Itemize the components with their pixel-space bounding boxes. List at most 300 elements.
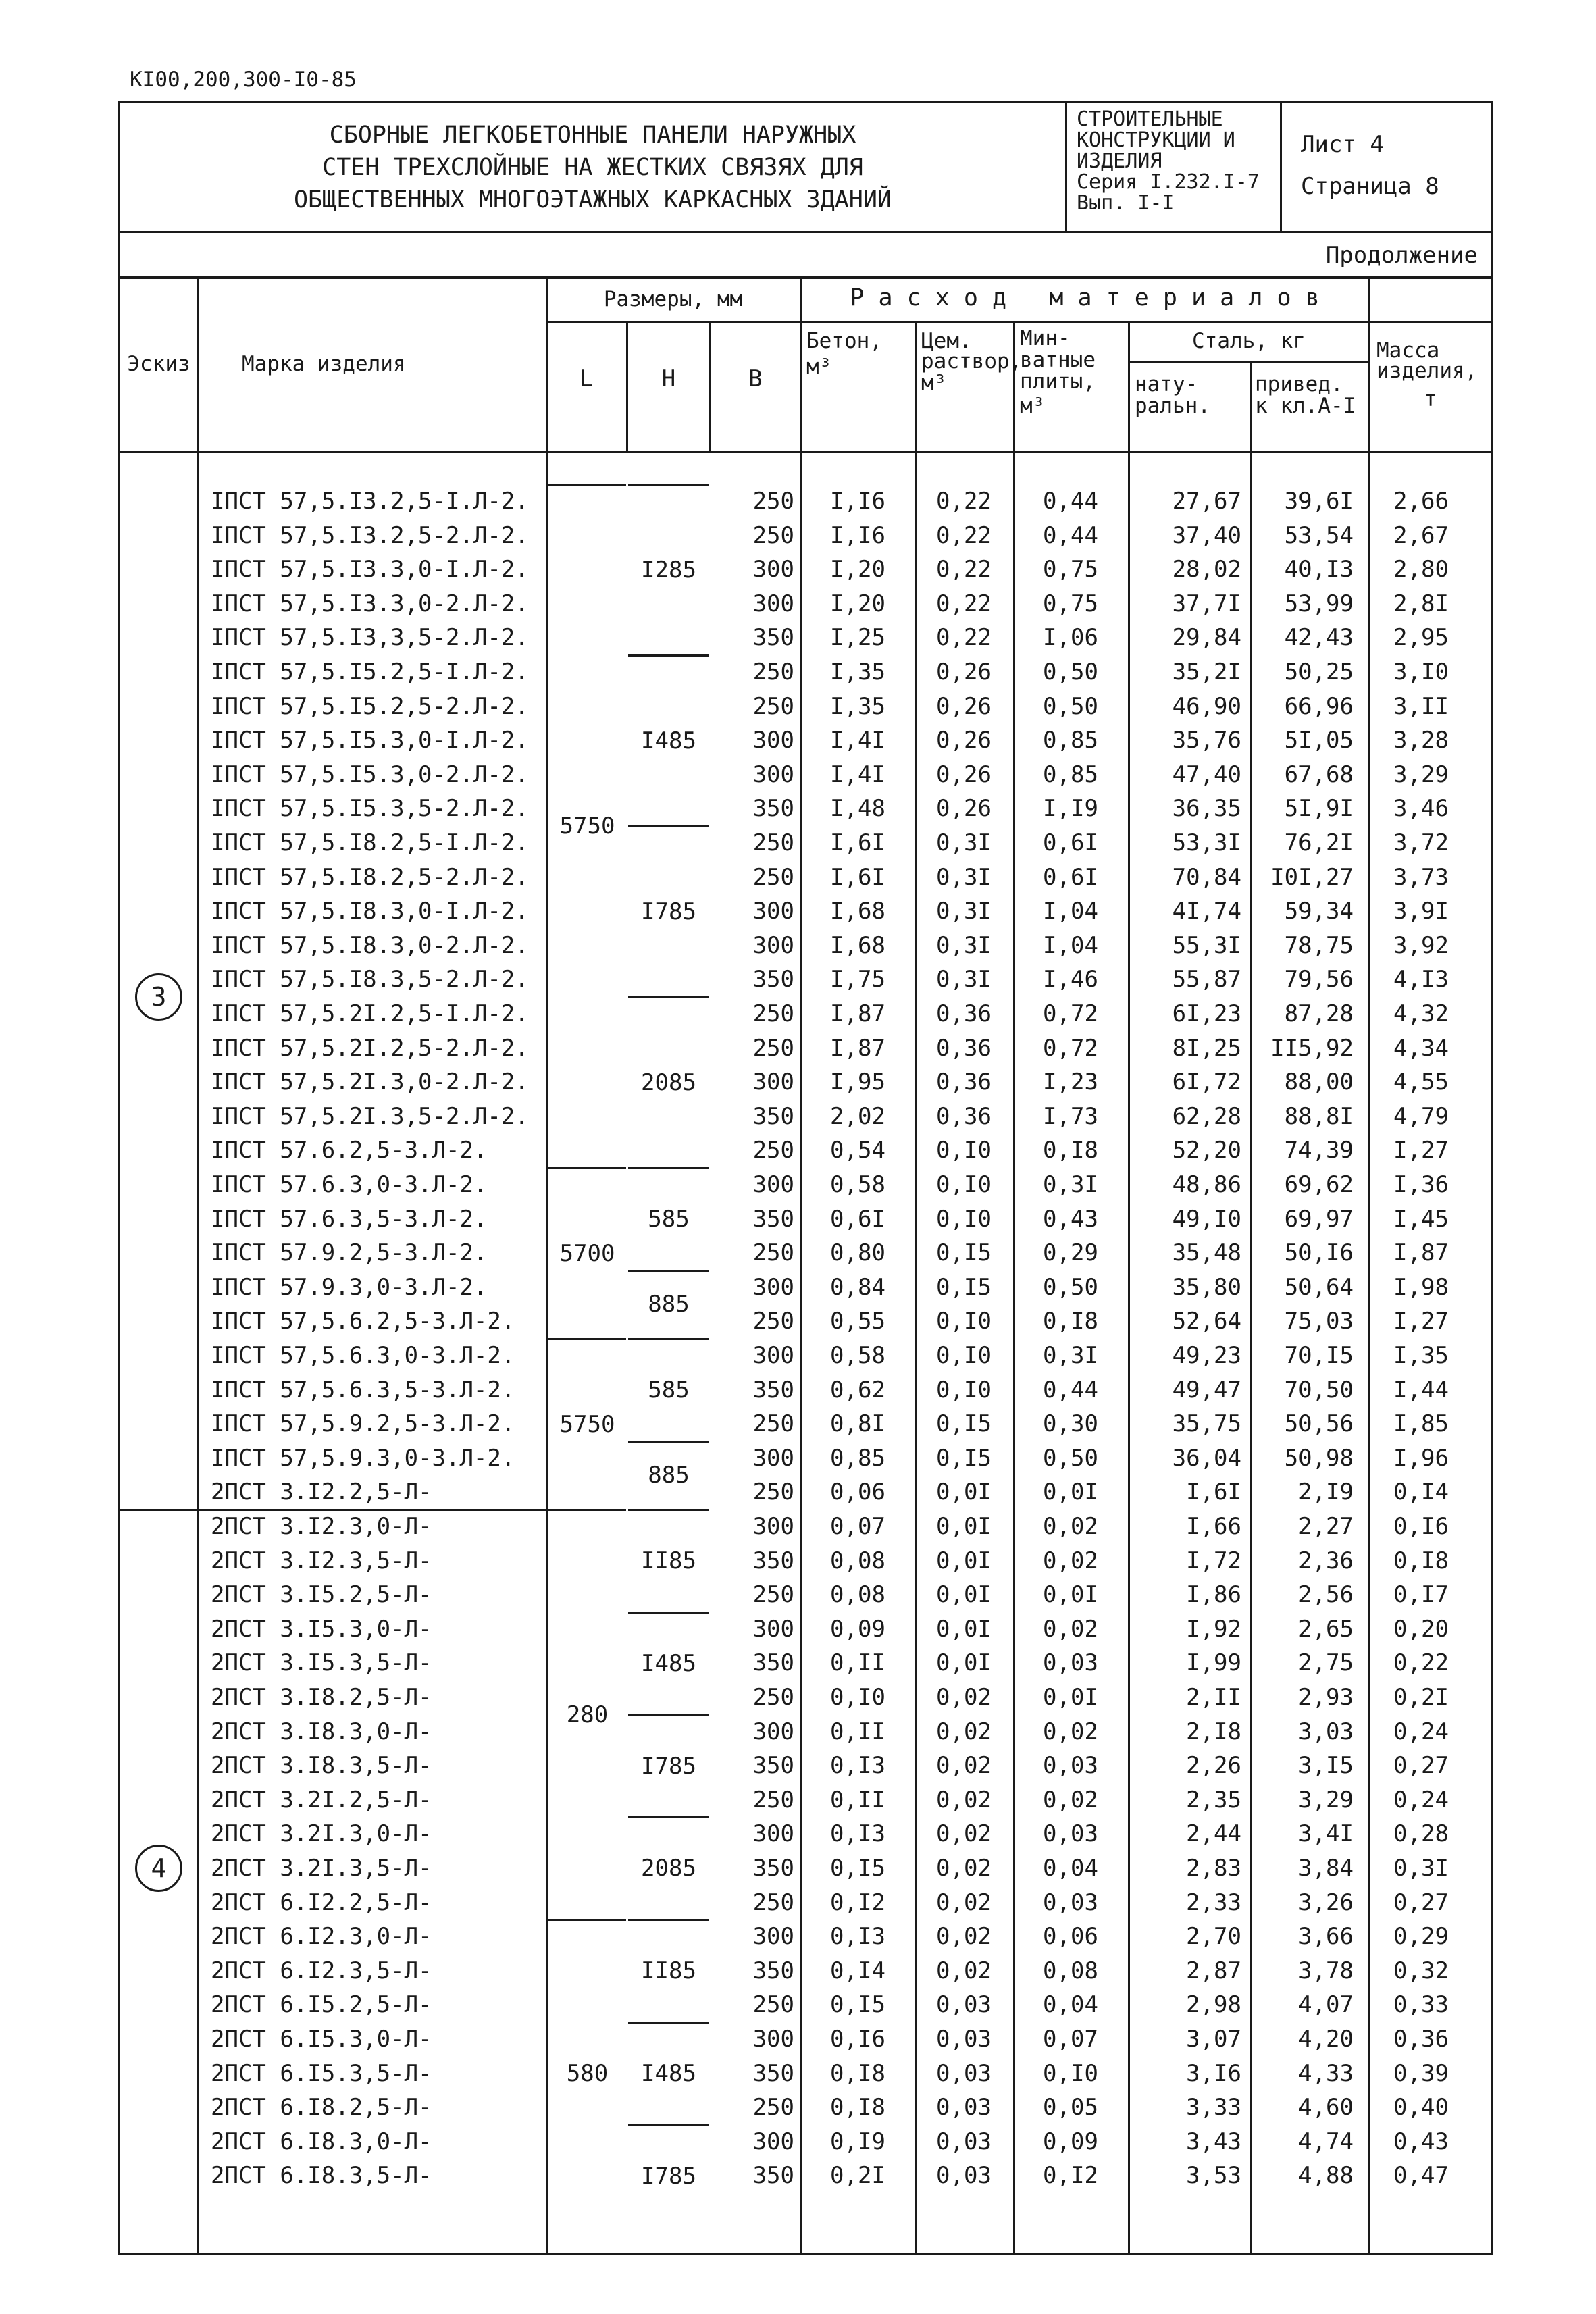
cell-cement: 0,03 [936, 2128, 992, 2155]
cell-mineral: I,I9 [1043, 795, 1098, 823]
cell-cement: 0,26 [936, 761, 992, 788]
cell-mark: 2ПСТ 6.I5.3,0-Л- [211, 2026, 432, 2053]
cell-mineral: 0,6I [1043, 829, 1098, 856]
cell-concrete: I,68 [830, 931, 885, 959]
cell-mineral: 0,03 [1043, 1752, 1098, 1780]
cell-B: 250 [752, 2094, 794, 2122]
cell-concrete: 0,09 [830, 1615, 885, 1643]
cell-steel-reduced: 2,27 [1298, 1513, 1354, 1540]
cell-mineral: 0,0I [1043, 1684, 1098, 1711]
cell-mass: I,35 [1393, 1342, 1449, 1369]
cell-B: 300 [752, 2026, 794, 2053]
cell-steel-reduced: 2,65 [1298, 1615, 1354, 1643]
cell-mass: 3,28 [1393, 727, 1449, 754]
cell-steel-natural: 28,02 [1172, 556, 1241, 584]
sketch-number-badge: 4 [135, 1845, 182, 1892]
cell-L: 580 [566, 2059, 609, 2087]
cell-mark: IПСТ 57.6.3,0-3.Л-2. [211, 1171, 488, 1198]
cell-steel-natural: 27,67 [1172, 488, 1241, 515]
cell-steel-reduced: 3,66 [1298, 1923, 1354, 1951]
cell-steel-natural: I,99 [1186, 1649, 1241, 1677]
cell-concrete: 0,80 [830, 1239, 885, 1267]
header-cement-2: раствор, [921, 349, 1023, 374]
cell-steel-reduced: 59,34 [1284, 898, 1354, 925]
series-block [1067, 103, 1282, 231]
cell-B: 350 [752, 1376, 794, 1404]
cell-mass: 0,28 [1393, 1820, 1449, 1848]
cell-mineral: 0,50 [1043, 692, 1098, 720]
cell-mineral: 0,03 [1043, 1649, 1098, 1677]
header-mass-2: изделия, [1376, 359, 1478, 383]
cell-steel-natural: 3,43 [1186, 2128, 1241, 2155]
group-line [548, 484, 626, 486]
cell-B: 250 [752, 1479, 794, 1506]
cell-mass: 4,55 [1393, 1069, 1449, 1096]
cell-H: II85 [641, 1957, 696, 1985]
cell-steel-reduced: II5,92 [1270, 1034, 1354, 1062]
cell-concrete: 0,I3 [830, 1752, 885, 1780]
cell-concrete: 0,I6 [830, 2026, 885, 2053]
cell-B: 350 [752, 1752, 794, 1780]
cell-B: 350 [752, 1957, 794, 1984]
cell-mass: I,87 [1393, 1239, 1449, 1267]
cell-B: 300 [752, 931, 794, 959]
cell-H: I285 [641, 556, 696, 584]
cell-concrete: 0,54 [830, 1137, 885, 1164]
cell-steel-reduced: 3,03 [1298, 1718, 1354, 1745]
cell-steel-natural: 2,II [1186, 1684, 1241, 1711]
cell-steel-natural: 48,86 [1172, 1171, 1241, 1198]
cell-mass: 0,2I [1393, 1684, 1449, 1711]
cell-cement: 0,0I [936, 1615, 992, 1643]
cell-mark: 2ПСТ 3.I8.2,5-Л- [211, 1684, 432, 1711]
cell-concrete: 0,07 [830, 1513, 885, 1540]
cell-cement: 0,02 [936, 1855, 992, 1882]
cell-concrete: 0,08 [830, 1547, 885, 1574]
cell-mass: I,44 [1393, 1376, 1449, 1404]
cell-concrete: 0,II [830, 1718, 885, 1745]
cell-mass: 0,24 [1393, 1786, 1449, 1814]
cell-B: 300 [752, 1513, 794, 1540]
cell-mass: 0,20 [1393, 1615, 1449, 1643]
cell-steel-natural: 49,I0 [1172, 1205, 1241, 1233]
cell-concrete: 0,85 [830, 1444, 885, 1472]
cell-cement: 0,02 [936, 1786, 992, 1814]
cell-steel-natural: 47,40 [1172, 761, 1241, 788]
cell-mass: 0,I4 [1393, 1479, 1449, 1506]
cell-H: 585 [648, 1205, 690, 1233]
cell-B: 300 [752, 1444, 794, 1472]
header-steel-natural: нату- [1135, 372, 1198, 396]
cell-cement: 0,36 [936, 1034, 992, 1062]
cell-mark: IПСТ 57,5.2I.3,0-2.Л-2. [211, 1069, 529, 1096]
cell-H: II85 [641, 1547, 696, 1574]
cell-cement: 0,02 [936, 1957, 992, 1984]
cell-steel-natural: 55,87 [1172, 966, 1241, 994]
cell-B: 250 [752, 1000, 794, 1027]
cell-steel-reduced: 2,I9 [1298, 1479, 1354, 1506]
cell-mass: 2,66 [1393, 488, 1449, 515]
cell-cement: 0,03 [936, 2026, 992, 2053]
cell-steel-reduced: 53,99 [1284, 590, 1354, 617]
cell-cement: 0,I5 [936, 1444, 992, 1472]
cell-concrete: 0,58 [830, 1342, 885, 1369]
cell-mineral: I,73 [1043, 1102, 1098, 1130]
header-sizes: Размеры, мм [603, 287, 743, 311]
header-mass: Масса [1376, 338, 1440, 363]
cell-mineral: 0,I0 [1043, 2059, 1098, 2087]
cell-mineral: 0,50 [1043, 1273, 1098, 1301]
cell-B: 300 [752, 761, 794, 788]
header-steel-reduced-2: к кл.А-I [1255, 394, 1356, 418]
cell-mark: IПСТ 57,5.I3.2,5-I.Л-2. [211, 488, 529, 515]
cell-cement: 0,0I [936, 1547, 992, 1574]
cell-mark: IПСТ 57,5.2I.3,5-2.Л-2. [211, 1102, 529, 1130]
cell-steel-natural: 8I,25 [1172, 1034, 1241, 1062]
header-mineral-3: плиты, [1020, 369, 1096, 394]
cell-steel-reduced: 5I,05 [1284, 727, 1354, 754]
cell-mark: IПСТ 57,5.I3.3,0-I.Л-2. [211, 556, 529, 584]
header-materials: Р а с х о д м а т е р и а л о в [850, 284, 1320, 311]
cell-steel-reduced: 87,28 [1284, 1000, 1354, 1027]
cell-concrete: I,4I [830, 727, 885, 754]
cell-concrete: 0,I4 [830, 1957, 885, 1984]
cell-steel-reduced: 88,00 [1284, 1069, 1354, 1096]
cell-steel-natural: 4I,74 [1172, 898, 1241, 925]
cell-steel-natural: 29,84 [1172, 624, 1241, 652]
cell-cement: 0,0I [936, 1479, 992, 1506]
cell-mark: 2ПСТ 3.2I.2,5-Л- [211, 1786, 432, 1814]
cell-steel-reduced: 67,68 [1284, 761, 1354, 788]
cell-steel-reduced: 3,84 [1298, 1855, 1354, 1882]
cell-cement: 0,02 [936, 1820, 992, 1848]
group-line [548, 1167, 626, 1169]
cell-cement: 0,03 [936, 2059, 992, 2087]
cell-cement: 0,03 [936, 1991, 992, 2019]
cell-steel-reduced: 4,07 [1298, 1991, 1354, 2019]
cell-steel-reduced: 50,56 [1284, 1410, 1354, 1438]
cell-B: 300 [752, 1718, 794, 1745]
group-line [628, 1816, 709, 1818]
cell-concrete: 0,55 [830, 1308, 885, 1335]
cell-mineral: 0,72 [1043, 1034, 1098, 1062]
cell-mineral: 0,44 [1043, 488, 1098, 515]
cell-mass: 3,92 [1393, 931, 1449, 959]
cell-mineral: I,04 [1043, 898, 1098, 925]
cell-H: 585 [648, 1376, 690, 1404]
cell-mass: 3,29 [1393, 761, 1449, 788]
cell-H: 2085 [641, 1855, 696, 1882]
cell-mineral: 0,02 [1043, 1718, 1098, 1745]
cell-B: 350 [752, 1547, 794, 1574]
cell-concrete: 0,I2 [830, 1888, 885, 1916]
cell-B: 250 [752, 1137, 794, 1164]
cell-mark: 2ПСТ 3.I8.3,0-Л- [211, 1718, 432, 1745]
cell-mineral: 0,75 [1043, 590, 1098, 617]
cell-mark: IПСТ 57,5.I8.3,5-2.Л-2. [211, 966, 529, 994]
cell-L: 280 [566, 1701, 609, 1728]
cell-steel-natural: 6I,23 [1172, 1000, 1241, 1027]
cell-B: 350 [752, 1205, 794, 1233]
cell-B: 250 [752, 1581, 794, 1609]
cell-L: 5750 [559, 813, 615, 840]
cell-cement: 0,3I [936, 863, 992, 891]
cell-cement: 0,03 [936, 2162, 992, 2190]
cell-steel-reduced: 4,88 [1298, 2162, 1354, 2190]
cell-steel-reduced: 50,25 [1284, 659, 1354, 686]
cell-mass: 3,73 [1393, 863, 1449, 891]
cell-mark: IПСТ 57,5.I8.2,5-2.Л-2. [211, 863, 529, 891]
series-line: КОНСТРУКЦИИ И [1077, 128, 1235, 152]
cell-B: 350 [752, 2162, 794, 2190]
cell-steel-natural: 2,87 [1186, 1957, 1241, 1984]
cell-cement: 0,02 [936, 1684, 992, 1711]
cell-mass: 0,24 [1393, 1718, 1449, 1745]
cell-steel-reduced: 74,39 [1284, 1137, 1354, 1164]
cell-steel-reduced: 50,98 [1284, 1444, 1354, 1472]
cell-steel-natural: I,86 [1186, 1581, 1241, 1609]
cell-mark: IПСТ 57,5.I3.3,0-2.Л-2. [211, 590, 529, 617]
cell-steel-natural: 35,76 [1172, 727, 1241, 754]
cell-L: 5750 [559, 1410, 615, 1438]
column-line [1368, 279, 1370, 2253]
cell-mineral: 0,03 [1043, 1820, 1098, 1848]
cell-steel-natural: 3,07 [1186, 2026, 1241, 2053]
cell-mineral: 0,09 [1043, 2128, 1098, 2155]
cell-steel-natural: 62,28 [1172, 1102, 1241, 1130]
cell-mineral: 0,30 [1043, 1410, 1098, 1438]
column-line [1013, 321, 1015, 2253]
cell-steel-natural: 35,75 [1172, 1410, 1241, 1438]
group-line [628, 1612, 709, 1614]
cell-mark: 2ПСТ 6.I2.3,0-Л- [211, 1923, 432, 1951]
cell-mark: IПСТ 57,5.I8.3,0-I.Л-2. [211, 898, 529, 925]
cell-mass: 0,32 [1393, 1957, 1449, 1984]
cell-steel-natural: I,6I [1186, 1479, 1241, 1506]
cell-mark: 2ПСТ 3.I5.3,5-Л- [211, 1649, 432, 1677]
cell-mark: IПСТ 57,5.I5.2,5-I.Л-2. [211, 659, 529, 686]
cell-concrete: 0,I5 [830, 1991, 885, 2019]
cell-mark: 2ПСТ 6.I2.3,5-Л- [211, 1957, 432, 1984]
cell-steel-reduced: 5I,9I [1284, 795, 1354, 823]
cell-concrete: I,20 [830, 556, 885, 584]
cell-mark: IПСТ 57,5.I5.3,5-2.Л-2. [211, 795, 529, 823]
group-line [548, 1919, 626, 1921]
cell-mass: 2,8I [1393, 590, 1449, 617]
cell-concrete: I,I6 [830, 488, 885, 515]
cell-B: 350 [752, 966, 794, 994]
group-line [628, 2124, 709, 2126]
cell-mark: 2ПСТ 6.I2.2,5-Л- [211, 1888, 432, 1916]
cell-steel-reduced: 40,I3 [1284, 556, 1354, 584]
group-line [628, 1714, 709, 1716]
cell-mass: 0,39 [1393, 2059, 1449, 2087]
cell-steel-reduced: 78,75 [1284, 931, 1354, 959]
cell-mass: I,45 [1393, 1205, 1449, 1233]
cell-mineral: 0,50 [1043, 659, 1098, 686]
group-line [628, 1338, 709, 1340]
cell-mark: IПСТ 57,5.I5.3,0-2.Л-2. [211, 761, 529, 788]
column-line [1128, 321, 1130, 2253]
cell-steel-natural: 2,26 [1186, 1752, 1241, 1780]
cell-B: 250 [752, 692, 794, 720]
group-line [628, 654, 709, 657]
cell-B: 250 [752, 829, 794, 856]
cell-H: 2085 [641, 1069, 696, 1096]
cell-mark: IПСТ 57,5.I8.2,5-I.Л-2. [211, 829, 529, 856]
cell-steel-reduced: 4,74 [1298, 2128, 1354, 2155]
cell-cement: 0,I0 [936, 1171, 992, 1198]
cell-B: 250 [752, 1991, 794, 2019]
group-line [548, 1338, 626, 1340]
cell-cement: 0,36 [936, 1102, 992, 1130]
cell-steel-natural: 37,40 [1172, 521, 1241, 549]
cell-mineral: 0,43 [1043, 1205, 1098, 1233]
cell-H: 885 [648, 1291, 690, 1318]
cell-mass: I,85 [1393, 1410, 1449, 1438]
cell-mark: IПСТ 57,5.6.3,0-3.Л-2. [211, 1342, 515, 1369]
cell-mineral: 0,44 [1043, 1376, 1098, 1404]
cell-cement: 0,22 [936, 624, 992, 652]
title-line: ОБЩЕСТВЕННЫХ МНОГОЭТАЖНЫХ КАРКАСНЫХ ЗДАНИЙ [293, 186, 892, 213]
header-L: L [579, 365, 594, 392]
cell-concrete: 2,02 [830, 1102, 885, 1130]
cell-mass: 0,27 [1393, 1888, 1449, 1916]
cell-cement: 0,I0 [936, 1342, 992, 1369]
cell-steel-natural: 52,20 [1172, 1137, 1241, 1164]
cell-steel-natural: 2,70 [1186, 1923, 1241, 1951]
cell-steel-reduced: 50,I6 [1284, 1239, 1354, 1267]
cell-steel-reduced: 2,56 [1298, 1581, 1354, 1609]
cell-concrete: I,6I [830, 829, 885, 856]
cell-concrete: I,20 [830, 590, 885, 617]
cell-B: 350 [752, 624, 794, 652]
cell-concrete: 0,58 [830, 1171, 885, 1198]
cell-steel-natural: I,92 [1186, 1615, 1241, 1643]
cell-B: 250 [752, 1684, 794, 1711]
cell-mark: 2ПСТ 6.I5.3,5-Л- [211, 2059, 432, 2087]
cell-steel-reduced: 3,78 [1298, 1957, 1354, 1984]
cell-mass: 3,I0 [1393, 659, 1449, 686]
cell-mass: 3,46 [1393, 795, 1449, 823]
cell-mineral: 0,6I [1043, 863, 1098, 891]
cell-steel-natural: 35,2I [1172, 659, 1241, 686]
cell-concrete: 0,06 [830, 1479, 885, 1506]
cell-cement: 0,02 [936, 1752, 992, 1780]
cell-mass: 4,32 [1393, 1000, 1449, 1027]
cell-mass: 4,79 [1393, 1102, 1449, 1130]
cell-mass: I,36 [1393, 1171, 1449, 1198]
cell-cement: 0,26 [936, 659, 992, 686]
materials-table [118, 277, 1493, 2255]
cell-concrete: 0,08 [830, 1581, 885, 1609]
cell-mass: 0,I8 [1393, 1547, 1449, 1574]
cell-steel-natural: 53,3I [1172, 829, 1241, 856]
cell-cement: 0,36 [936, 1000, 992, 1027]
cell-cement: 0,3I [936, 966, 992, 994]
cell-steel-reduced: 2,75 [1298, 1649, 1354, 1677]
cell-mass: I,96 [1393, 1444, 1449, 1472]
cell-mark: 2ПСТ 3.I2.2,5-Л- [211, 1479, 432, 1506]
cell-cement: 0,22 [936, 556, 992, 584]
sketch-number-badge: 3 [135, 973, 182, 1021]
cell-cement: 0,I5 [936, 1239, 992, 1267]
series-line: СТРОИТЕЛЬНЫЕ [1077, 107, 1223, 131]
cell-concrete: 0,I5 [830, 1855, 885, 1882]
cell-mark: 2ПСТ 6.I5.2,5-Л- [211, 1991, 432, 2019]
cell-mass: 0,43 [1393, 2128, 1449, 2155]
cell-steel-natural: 52,64 [1172, 1308, 1241, 1335]
group-line [628, 484, 709, 486]
header-mark: Марка изделия [242, 352, 406, 376]
cell-mass: 0,47 [1393, 2162, 1449, 2190]
cell-mark: IПСТ 57.9.3,0-3.Л-2. [211, 1273, 488, 1301]
cell-concrete: 0,I0 [830, 1684, 885, 1711]
cell-mark: IПСТ 57,5.I3.2,5-2.Л-2. [211, 521, 529, 549]
title-block [118, 101, 1493, 233]
cell-mark: IПСТ 57,5.I5.2,5-2.Л-2. [211, 692, 529, 720]
cell-mass: 3,72 [1393, 829, 1449, 856]
cell-mark: 2ПСТ 3.2I.3,5-Л- [211, 1855, 432, 1882]
cell-B: 300 [752, 898, 794, 925]
cell-mineral: 0,0I [1043, 1479, 1098, 1506]
cell-cement: 0,02 [936, 1888, 992, 1916]
cell-mass: 0,27 [1393, 1752, 1449, 1780]
cell-mineral: 0,72 [1043, 1000, 1098, 1027]
document-code: KI00,200,300-I0-85 [130, 68, 357, 92]
cell-mineral: I,46 [1043, 966, 1098, 994]
cell-mass: 0,22 [1393, 1649, 1449, 1677]
cell-mineral: 0,04 [1043, 1991, 1098, 2019]
cell-cement: 0,0I [936, 1649, 992, 1677]
cell-mineral: 0,3I [1043, 1171, 1098, 1198]
cell-cement: 0,I0 [936, 1308, 992, 1335]
cell-concrete: 0,6I [830, 1205, 885, 1233]
cell-steel-reduced: 42,43 [1284, 624, 1354, 652]
cell-mineral: 0,07 [1043, 2026, 1098, 2053]
cell-mineral: 0,02 [1043, 1547, 1098, 1574]
cell-steel-reduced: 3,26 [1298, 1888, 1354, 1916]
cell-steel-natural: 3,53 [1186, 2162, 1241, 2190]
series-line: Серия I.232.I-7 [1077, 170, 1260, 194]
cell-H: I785 [641, 898, 696, 925]
cell-mass: I,98 [1393, 1273, 1449, 1301]
cell-concrete: 0,I9 [830, 2128, 885, 2155]
cell-mass: 2,95 [1393, 624, 1449, 652]
cell-steel-natural: 36,04 [1172, 1444, 1241, 1472]
cell-steel-reduced: 2,36 [1298, 1547, 1354, 1574]
cell-mark: IПСТ 57,5.2I.2,5-I.Л-2. [211, 1000, 529, 1027]
cell-B: 350 [752, 2059, 794, 2087]
cell-mark: IПСТ 57.6.2,5-3.Л-2. [211, 1137, 488, 1164]
cell-steel-reduced: 4,60 [1298, 2094, 1354, 2122]
cell-concrete: I,87 [830, 1000, 885, 1027]
cell-concrete: I,95 [830, 1069, 885, 1096]
cell-B: 300 [752, 1615, 794, 1643]
cell-mark: 2ПСТ 3.I5.3,0-Л- [211, 1615, 432, 1643]
cell-mark: 2ПСТ 3.I5.2,5-Л- [211, 1581, 432, 1609]
cell-mark: IПСТ 57,5.9.2,5-3.Л-2. [211, 1410, 515, 1438]
header-mass-unit: т [1424, 387, 1437, 411]
header-bottom-line [120, 451, 1491, 453]
cell-B: 250 [752, 1034, 794, 1062]
cell-mass: 0,3I [1393, 1855, 1449, 1882]
cell-mark: IПСТ 57,5.6.3,5-3.Л-2. [211, 1376, 515, 1404]
cell-concrete: 0,I8 [830, 2059, 885, 2087]
cell-steel-natural: 2,35 [1186, 1786, 1241, 1814]
cell-steel-reduced: 79,56 [1284, 966, 1354, 994]
cell-cement: 0,22 [936, 590, 992, 617]
